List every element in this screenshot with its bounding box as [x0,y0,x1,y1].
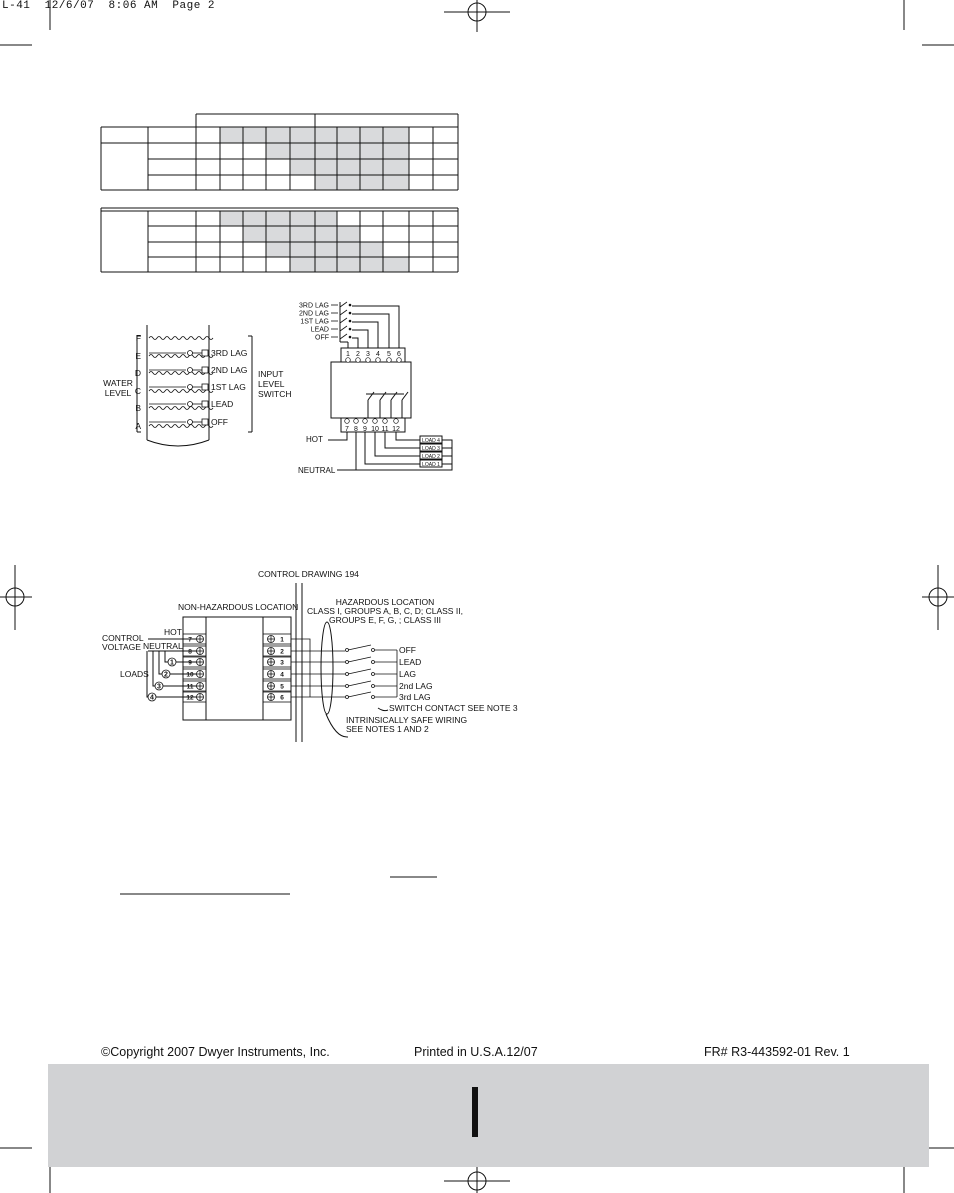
table-shaded-cell [243,127,266,143]
control-right-terminal-number: 1 [280,636,284,644]
control-left-terminal-number: 10 [186,671,194,679]
load-circle-number: 2 [164,671,168,679]
load-circle-number: 4 [150,694,154,702]
control-left-terminal-number: 11 [186,683,194,691]
table-shaded-cell [337,242,360,257]
table-shaded-cell [383,159,409,175]
input-level-label-3: SWITCH [258,389,292,399]
terminal-screw-icon [345,419,350,424]
table-shaded-cell [315,242,337,257]
footer-form-number: FR# R3-443592-01 Rev. 1 [704,1045,850,1059]
control-drawing-title: CONTROL DRAWING 194 [258,569,359,579]
table-shaded-cell [383,127,409,143]
terminal-screw-icon [356,358,361,363]
table-shaded-cell [266,143,290,159]
relay-input-label: LEAD [310,326,329,334]
switch-contact-icon [372,661,375,664]
relay-switch-contact [340,302,347,307]
sequence-table [101,114,458,272]
table-shaded-cell [360,257,383,272]
registration-mark-bottom [444,1163,510,1193]
relay-switch-contact [340,326,347,331]
registration-mark-right [922,565,954,630]
table-shaded-cell [337,175,360,190]
control-circle-numbers [148,658,176,702]
relay-load-label: LOAD 2 [422,454,440,460]
switch-contact-icon [372,649,375,652]
registration-mark-left [0,565,32,630]
input-level-label-2: LEVEL [258,379,285,389]
relay-bottom-terminal-number: 11 [381,426,389,433]
relay-load-label: LOAD 1 [422,462,440,468]
level-letter: A [135,421,141,431]
switch-contact-icon [372,673,375,676]
relay-load-label: LOAD 3 [422,446,440,452]
table-shaded-cell [266,211,290,226]
control-right-terminal-number: 6 [280,694,284,702]
table-shaded-cell [315,127,337,143]
terminal-screw-icon [346,358,351,363]
hazardous-label-3: GROUPS E, F, G, ; CLASS III [329,615,441,625]
table-shaded-cell [383,175,409,190]
wiring-note-1: INTRINSICALLY SAFE WIRING [346,715,468,725]
switch-box-icon [202,367,208,373]
relay-contact-dot [349,304,352,307]
table-shaded-cell [243,226,266,242]
water-level-label-2: LEVEL [104,388,132,398]
control-switch-contacts [291,639,433,702]
switch-box-icon [202,384,208,390]
relay-contact-dot [349,312,352,315]
level-letter: D [134,368,141,378]
relay-terminals [345,351,402,433]
relay-bottom-terminal-number: 9 [363,426,367,433]
relay-bottom-terminal-number: 8 [354,426,358,433]
hazardous-label-2: CLASS I, GROUPS A, B, C, D; CLASS II, [307,606,463,616]
footer-copyright: ©Copyright 2007 Dwyer Instruments, Inc. [101,1045,330,1059]
control-right-terminal-number: 4 [280,671,284,679]
footer-mark-bar [472,1087,478,1137]
footer-band [48,1064,929,1167]
table-shaded-cell [220,127,243,143]
table-shaded-cell [337,257,360,272]
table-shaded-cell [243,211,266,226]
table-shaded-cell [290,143,315,159]
table-shaded-cell [337,143,360,159]
float-icon [188,368,193,373]
control-left-terminal-number: 8 [188,648,192,656]
level-letters [135,333,141,431]
terminal-screw-icon [383,419,388,424]
relay-input-labels [299,302,351,342]
table-shaded-cell [266,226,290,242]
level-letter: F [135,333,141,343]
neutral-label: NEUTRAL [143,641,183,651]
control-right-terminal-number: 5 [280,683,284,691]
switch-box-icon [202,401,208,407]
table-shaded-cell [290,242,315,257]
table-shaded-cell [383,143,409,159]
relay-contact-dot [349,328,352,331]
relay-bottom-terminal-number: 10 [371,426,379,433]
terminal-screw-icon [376,358,381,363]
table-shaded-cell [360,143,383,159]
relay-switch-contact [340,318,347,323]
table-shaded-cell [290,226,315,242]
level-letter: B [135,403,141,413]
control-right-terminal-number: 2 [280,648,284,656]
relay-load-labels [422,438,440,468]
non-hazardous-label: NON-HAZARDOUS LOCATION [178,602,299,612]
relay-input-label: 1ST LAG [300,318,329,326]
level-letter: C [134,386,141,396]
table-shaded-cell [315,211,337,226]
relay-bottom-terminal-number: 12 [392,426,400,433]
terminal-screw-icon [373,419,378,424]
relay-top-terminal-number: 5 [387,351,391,358]
table-shaded-cell [290,159,315,175]
switch-output-label: LAG [399,669,417,679]
float-icon [188,420,193,425]
table-shaded-cell [315,159,337,175]
level-switch-label: 3RD LAG [211,348,248,358]
control-label: CONTROL [102,633,144,643]
float-icon [188,402,193,407]
table-shaded-cell [360,159,383,175]
level-switches [149,348,247,427]
table-shaded-cell [290,127,315,143]
relay-top-terminal-number: 1 [346,351,350,358]
relay-diagram [328,302,452,470]
table-shaded-cell [360,127,383,143]
relay-top-terminal-number: 2 [356,351,360,358]
terminal-screw-icon [354,419,359,424]
table-shaded-cell [315,143,337,159]
relay-top-terminal-number: 6 [397,351,401,358]
water-level-label-1: WATER [103,378,133,388]
water-wave [149,337,213,340]
terminal-screw-icon [366,358,371,363]
relay-top-terminal-number: 3 [366,351,370,358]
terminal-screw-icon [387,358,392,363]
table-shaded-cell [337,226,360,242]
hot-label: HOT [164,627,182,637]
level-switch-label: 2ND LAG [211,365,248,375]
level-letter: E [135,351,141,361]
table-shaded-cell [383,257,409,272]
relay-contact-dot [349,320,352,323]
switch-contact-icon [372,685,375,688]
level-switch-label: LEAD [211,399,234,409]
table-shaded-cell [290,257,315,272]
relay-bottom-terminal-number: 7 [345,426,349,433]
terminal-screw-icon [397,358,402,363]
wiring-note-2: SEE NOTES 1 AND 2 [346,724,429,734]
level-switch-label: OFF [211,417,228,427]
control-left-terminal-number: 9 [188,659,192,667]
table-shaded-cell [290,211,315,226]
table-shaded-cell [315,175,337,190]
voltage-label: VOLTAGE [102,642,141,652]
registration-mark-top [444,0,510,32]
relay-switch-contact [340,310,347,315]
table-shaded-cell [220,211,243,226]
table-shaded-cell [360,242,383,257]
switch-box-icon [202,419,208,425]
level-switch-label: 1ST LAG [211,382,246,392]
switch-note: SWITCH CONTACT SEE NOTE 3 [389,703,518,713]
float-icon [188,351,193,356]
print-slug: L-41 12/6/07 8:06 AM Page 2 [2,0,216,12]
control-right-terminal-number: 3 [280,659,284,667]
relay-neutral-label: NEUTRAL [298,466,336,475]
terminal-screw-icon [394,419,399,424]
control-left-terminal-number: 7 [188,636,192,644]
loads-label: LOADS [120,669,149,679]
relay-load-label: LOAD 4 [422,438,440,444]
load-circle-number: 3 [157,683,161,691]
table-shaded-cell [266,127,290,143]
table-shaded-cell [337,127,360,143]
switch-output-label: 2nd LAG [399,681,433,691]
relay-input-label: OFF [315,334,329,342]
relay-input-label: 3RD LAG [299,302,329,310]
switch-output-label: 3rd LAG [399,692,431,702]
switch-contact-icon [372,696,375,699]
relay-hot-label: HOT [306,435,323,444]
relay-top-terminal-number: 4 [376,351,380,358]
table-shaded-cell [337,159,360,175]
relay-input-label: 2ND LAG [299,310,329,318]
table-shaded-cell [266,242,290,257]
footer-printed: Printed in U.S.A.12/07 [414,1045,538,1059]
hazardous-label-1: HAZARDOUS LOCATION [335,597,435,607]
relay-switch-contact [340,334,347,339]
terminal-screw-icon [363,419,368,424]
table-shaded-cell [360,175,383,190]
control-left-terminal-number: 12 [186,694,194,702]
control-terminals [183,634,291,702]
switch-output-label: LEAD [399,657,422,667]
relay-contact-dot [349,336,352,339]
switch-output-label: OFF [399,645,416,655]
input-level-label-1: INPUT [258,369,284,379]
float-icon [188,385,193,390]
table-shaded-cell [315,257,337,272]
table-shaded-cell [315,226,337,242]
load-circle-number: 1 [170,659,174,667]
switch-box-icon [202,350,208,356]
